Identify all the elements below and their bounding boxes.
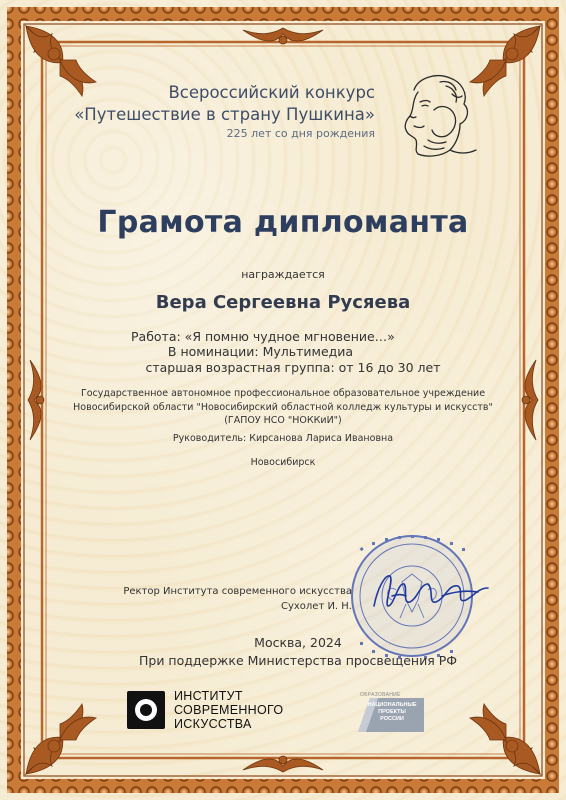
place-date-block <box>0 634 566 670</box>
national-projects-line2: ПРОЕКТЫ <box>378 709 406 715</box>
national-projects-line1: НАЦИОНАЛЬНЫЕ <box>367 702 417 708</box>
institute-logo-line2: СОВРЕМЕННОГО <box>174 703 284 717</box>
national-projects-logo <box>352 692 426 734</box>
institute-logo-text <box>174 689 283 731</box>
place-date: Москва, 2024 <box>254 635 342 650</box>
leader: Руководитель: Кирсанова Лариса Ивановна <box>172 433 394 444</box>
awarded-label: награждается <box>241 268 325 281</box>
institute-logo-icon <box>127 691 165 729</box>
age-group: старшая возрастная группа: от 16 до 30 лет <box>145 360 441 375</box>
national-projects-label: ОБРАЗОВАНИЕ <box>360 692 401 698</box>
institute-logo-line1: ИНСТИТУТ <box>174 689 243 703</box>
contest-subtitle: 225 лет со дня рождения <box>226 127 375 140</box>
national-projects-text <box>366 702 418 723</box>
signatory-position: Ректор Института современного искусства <box>123 586 352 597</box>
institute-logo-line3: ИСКУССТВА <box>174 717 252 731</box>
work-title: Работа: «Я помню чудное мгновение…» <box>131 329 395 344</box>
organization: Государственное автономное профессиональное образовательное учреждение Новосибирской области "Новосибирский областной колледж культуры и искусств" (ГАПОУ НСО "НОККиИ") <box>73 388 493 426</box>
contest-title-line2: «Путешествие в страну Пушкина» <box>74 105 375 124</box>
nomination-category: В номинации: Мультимедиа <box>167 344 354 359</box>
recipient-name: Вера Сергеевна Русяева <box>155 292 411 313</box>
national-projects-line3: РОССИИ <box>380 716 404 722</box>
support-note: При поддержке Министерства просвещения РФ <box>138 653 457 668</box>
contest-title-line1: Всероссийский конкурс <box>168 83 375 102</box>
signatory-name: Сухолет И. Н. <box>280 601 352 612</box>
signatory <box>90 584 352 614</box>
city: Новосибирск <box>250 457 316 468</box>
institute-logo <box>127 688 297 732</box>
page-title: Грамота дипломанта <box>97 205 469 240</box>
